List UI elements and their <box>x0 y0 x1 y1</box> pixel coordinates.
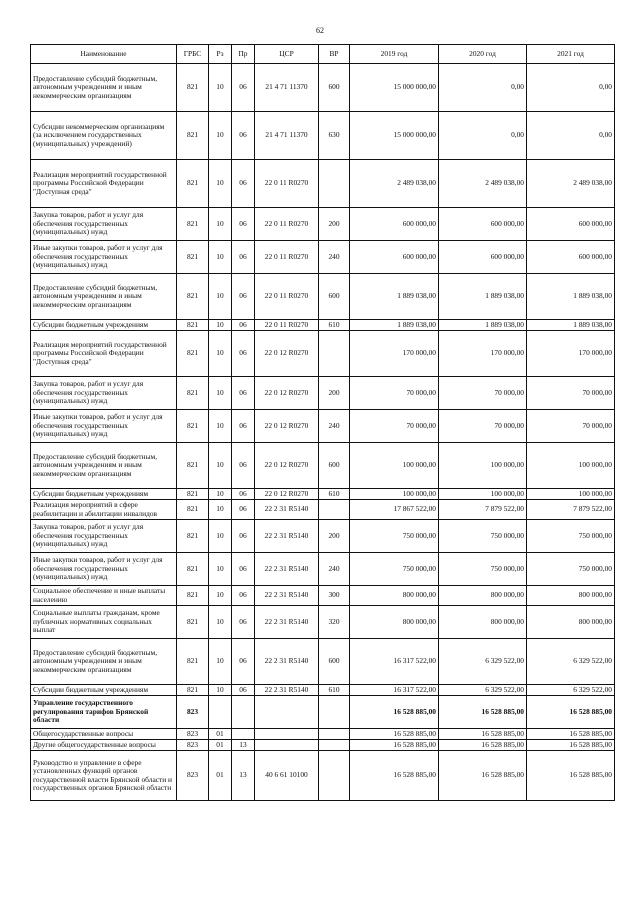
row-name-cell: Предоставление субсидий бюджетным, автономным учреждениям и иным некоммерческим организациям <box>31 274 177 320</box>
row-csr-cell <box>255 740 319 751</box>
row-2021-cell: 100 000,00 <box>527 443 615 489</box>
row-pr-cell <box>232 729 255 740</box>
row-rz-cell: 10 <box>209 112 232 160</box>
row-2020-cell: 6 329 522,00 <box>439 685 527 696</box>
table-row <box>31 241 615 274</box>
table-row <box>31 520 615 553</box>
row-name-cell: Предоставление субсидий бюджетным, автономным учреждениям и иным некоммерческим организациям <box>31 639 177 685</box>
row-2019-cell: 16 528 885,00 <box>350 729 439 740</box>
row-2021-cell: 2 489 038,00 <box>527 160 615 208</box>
row-2020-cell: 100 000,00 <box>439 443 527 489</box>
column-header-2020: 2020 год <box>439 45 527 64</box>
table-row <box>31 112 615 160</box>
row-rz-cell: 10 <box>209 377 232 410</box>
row-grbs-cell: 821 <box>177 331 209 377</box>
table-row <box>31 751 615 801</box>
row-pr-cell: 06 <box>232 489 255 500</box>
row-pr-cell <box>232 696 255 729</box>
row-2021-cell: 600 000,00 <box>527 208 615 241</box>
table-row <box>31 553 615 586</box>
row-2021-cell: 0,00 <box>527 64 615 112</box>
column-header-csr: ЦСР <box>255 45 319 64</box>
row-vr-cell: 610 <box>319 489 350 500</box>
row-vr-cell <box>319 751 350 801</box>
row-2020-cell: 16 528 885,00 <box>439 740 527 751</box>
row-csr-cell: 22 0 11 R0270 <box>255 320 319 331</box>
row-pr-cell: 06 <box>232 112 255 160</box>
row-pr-cell: 06 <box>232 443 255 489</box>
row-name-cell: Субсидии бюджетным учреждениям <box>31 489 177 500</box>
row-2020-cell: 16 528 885,00 <box>439 729 527 740</box>
row-pr-cell: 06 <box>232 606 255 639</box>
row-csr-cell <box>255 729 319 740</box>
row-2021-cell: 1 889 038,00 <box>527 320 615 331</box>
table-row <box>31 64 615 112</box>
row-name-cell: Субсидии бюджетным учреждениям <box>31 685 177 696</box>
table-row <box>31 377 615 410</box>
row-2019-cell: 70 000,00 <box>350 410 439 443</box>
row-pr-cell: 06 <box>232 586 255 606</box>
row-rz-cell: 01 <box>209 729 232 740</box>
row-2019-cell: 600 000,00 <box>350 241 439 274</box>
row-2021-cell: 0,00 <box>527 112 615 160</box>
row-2019-cell: 170 000,00 <box>350 331 439 377</box>
row-pr-cell: 06 <box>232 320 255 331</box>
row-name-cell: Руководство и управление в сфере установленных функций органов государственной власти Брянской области и государственных органов Брянской области <box>31 751 177 801</box>
row-2020-cell: 100 000,00 <box>439 489 527 500</box>
row-2021-cell: 170 000,00 <box>527 331 615 377</box>
row-rz-cell: 10 <box>209 331 232 377</box>
row-2019-cell: 70 000,00 <box>350 377 439 410</box>
row-pr-cell: 06 <box>232 64 255 112</box>
row-name-cell: Иные закупки товаров, работ и услуг для обеспечения государственных (муниципальных) нужд <box>31 553 177 586</box>
row-2019-cell: 1 889 038,00 <box>350 274 439 320</box>
row-pr-cell: 06 <box>232 377 255 410</box>
table-row <box>31 639 615 685</box>
table-row <box>31 500 615 520</box>
row-2020-cell: 70 000,00 <box>439 377 527 410</box>
row-vr-cell <box>319 696 350 729</box>
row-vr-cell <box>319 740 350 751</box>
row-csr-cell: 22 0 11 R0270 <box>255 208 319 241</box>
row-rz-cell: 10 <box>209 606 232 639</box>
row-vr-cell: 300 <box>319 586 350 606</box>
row-2020-cell: 7 879 522,00 <box>439 500 527 520</box>
row-csr-cell: 22 0 11 R0270 <box>255 160 319 208</box>
row-rz-cell: 10 <box>209 489 232 500</box>
row-name-cell: Закупка товаров, работ и услуг для обеспечения государственных (муниципальных) нужд <box>31 208 177 241</box>
row-name-cell: Другие общегосударственные вопросы <box>31 740 177 751</box>
row-rz-cell: 10 <box>209 685 232 696</box>
row-grbs-cell: 821 <box>177 639 209 685</box>
row-name-cell: Субсидии некоммерческим организациям (за исключением государственных (муниципальных) учреждений) <box>31 112 177 160</box>
row-grbs-cell: 821 <box>177 410 209 443</box>
row-pr-cell: 13 <box>232 740 255 751</box>
row-pr-cell: 06 <box>232 160 255 208</box>
row-vr-cell: 630 <box>319 112 350 160</box>
row-name-cell: Иные закупки товаров, работ и услуг для обеспечения государственных (муниципальных) нужд <box>31 241 177 274</box>
row-vr-cell: 200 <box>319 520 350 553</box>
row-name-cell: Социальное обеспечение и иные выплаты населению <box>31 586 177 606</box>
row-grbs-cell: 823 <box>177 729 209 740</box>
table-row <box>31 274 615 320</box>
row-2019-cell: 16 528 885,00 <box>350 696 439 729</box>
row-name-cell: Реализация мероприятий в сфере реабилитации и абилитации инвалидов <box>31 500 177 520</box>
row-rz-cell: 10 <box>209 586 232 606</box>
row-name-cell: Общегосударственные вопросы <box>31 729 177 740</box>
row-2019-cell: 2 489 038,00 <box>350 160 439 208</box>
row-2020-cell: 750 000,00 <box>439 553 527 586</box>
row-csr-cell <box>255 696 319 729</box>
row-vr-cell: 240 <box>319 241 350 274</box>
row-vr-cell <box>319 500 350 520</box>
row-grbs-cell: 821 <box>177 553 209 586</box>
row-2021-cell: 7 879 522,00 <box>527 500 615 520</box>
row-vr-cell: 200 <box>319 208 350 241</box>
table-row <box>31 443 615 489</box>
row-pr-cell: 06 <box>232 410 255 443</box>
row-vr-cell <box>319 331 350 377</box>
row-name-cell: Субсидии бюджетным учреждениям <box>31 320 177 331</box>
row-pr-cell: 06 <box>232 241 255 274</box>
row-grbs-cell: 821 <box>177 320 209 331</box>
row-name-cell: Иные закупки товаров, работ и услуг для обеспечения государственных (муниципальных) нужд <box>31 410 177 443</box>
row-2020-cell: 1 889 038,00 <box>439 274 527 320</box>
row-2019-cell: 750 000,00 <box>350 553 439 586</box>
row-2019-cell: 15 000 000,00 <box>350 64 439 112</box>
row-2021-cell: 100 000,00 <box>527 489 615 500</box>
row-rz-cell: 10 <box>209 160 232 208</box>
row-rz-cell: 10 <box>209 500 232 520</box>
row-vr-cell: 600 <box>319 64 350 112</box>
row-2021-cell: 70 000,00 <box>527 410 615 443</box>
row-2019-cell: 1 889 038,00 <box>350 320 439 331</box>
row-csr-cell: 22 2 31 R5140 <box>255 639 319 685</box>
row-name-cell: Реализация мероприятий государственной программы Российской Федерации "Доступная среда" <box>31 160 177 208</box>
row-2019-cell: 750 000,00 <box>350 520 439 553</box>
row-name-cell: Закупка товаров, работ и услуг для обеспечения государственных (муниципальных) нужд <box>31 377 177 410</box>
row-pr-cell: 06 <box>232 639 255 685</box>
row-name-cell: Предоставление субсидий бюджетным, автономным учреждениям и иным некоммерческим организациям <box>31 443 177 489</box>
row-2021-cell: 800 000,00 <box>527 586 615 606</box>
row-csr-cell: 21 4 71 11370 <box>255 64 319 112</box>
row-2021-cell: 16 528 885,00 <box>527 751 615 801</box>
row-csr-cell: 22 0 12 R0270 <box>255 331 319 377</box>
table-row <box>31 685 615 696</box>
row-vr-cell <box>319 160 350 208</box>
row-csr-cell: 22 0 12 R0270 <box>255 377 319 410</box>
row-vr-cell: 610 <box>319 320 350 331</box>
row-2021-cell: 70 000,00 <box>527 377 615 410</box>
row-rz-cell: 10 <box>209 208 232 241</box>
row-grbs-cell: 823 <box>177 751 209 801</box>
row-2020-cell: 1 889 038,00 <box>439 320 527 331</box>
row-2020-cell: 750 000,00 <box>439 520 527 553</box>
row-pr-cell: 06 <box>232 208 255 241</box>
row-2019-cell: 16 528 885,00 <box>350 751 439 801</box>
row-grbs-cell: 821 <box>177 489 209 500</box>
row-pr-cell: 06 <box>232 331 255 377</box>
row-pr-cell: 06 <box>232 274 255 320</box>
row-rz-cell: 10 <box>209 320 232 331</box>
row-grbs-cell: 821 <box>177 160 209 208</box>
row-grbs-cell: 821 <box>177 443 209 489</box>
table-header-row <box>31 45 615 64</box>
page-number: 62 <box>316 26 324 35</box>
row-grbs-cell: 821 <box>177 241 209 274</box>
row-rz-cell <box>209 696 232 729</box>
row-csr-cell: 21 4 71 11370 <box>255 112 319 160</box>
row-csr-cell: 22 2 31 R5140 <box>255 500 319 520</box>
row-2021-cell: 6 329 522,00 <box>527 639 615 685</box>
row-rz-cell: 10 <box>209 520 232 553</box>
row-name-cell: Реализация мероприятий государственной программы Российской Федерации "Доступная среда" <box>31 331 177 377</box>
row-2019-cell: 15 000 000,00 <box>350 112 439 160</box>
table-row <box>31 410 615 443</box>
table-row <box>31 740 615 751</box>
table-row <box>31 208 615 241</box>
row-csr-cell: 22 2 31 R5140 <box>255 586 319 606</box>
row-rz-cell: 10 <box>209 64 232 112</box>
row-vr-cell: 240 <box>319 410 350 443</box>
table-row <box>31 606 615 639</box>
table-row <box>31 489 615 500</box>
table-row <box>31 586 615 606</box>
table-row <box>31 160 615 208</box>
row-vr-cell: 600 <box>319 639 350 685</box>
row-2021-cell: 1 889 038,00 <box>527 274 615 320</box>
row-2020-cell: 2 489 038,00 <box>439 160 527 208</box>
row-grbs-cell: 821 <box>177 685 209 696</box>
row-rz-cell: 10 <box>209 443 232 489</box>
row-2021-cell: 6 329 522,00 <box>527 685 615 696</box>
row-rz-cell: 10 <box>209 553 232 586</box>
row-2019-cell: 17 867 522,00 <box>350 500 439 520</box>
row-2020-cell: 170 000,00 <box>439 331 527 377</box>
row-rz-cell: 10 <box>209 274 232 320</box>
row-csr-cell: 40 6 61 10100 <box>255 751 319 801</box>
row-2020-cell: 0,00 <box>439 64 527 112</box>
column-header-name: Наименование <box>31 45 177 64</box>
column-header-rz: Рз <box>209 45 232 64</box>
column-header-vr: ВР <box>319 45 350 64</box>
row-2020-cell: 6 329 522,00 <box>439 639 527 685</box>
row-name-cell: Предоставление субсидий бюджетным, автономным учреждениям и иным некоммерческим организациям <box>31 64 177 112</box>
row-csr-cell: 22 0 12 R0270 <box>255 443 319 489</box>
column-header-2019: 2019 год <box>350 45 439 64</box>
column-header-2021: 2021 год <box>527 45 615 64</box>
row-pr-cell: 06 <box>232 553 255 586</box>
row-vr-cell: 600 <box>319 274 350 320</box>
row-pr-cell: 06 <box>232 520 255 553</box>
row-2020-cell: 600 000,00 <box>439 241 527 274</box>
row-csr-cell: 22 2 31 R5140 <box>255 520 319 553</box>
row-rz-cell: 10 <box>209 410 232 443</box>
row-vr-cell: 320 <box>319 606 350 639</box>
row-2021-cell: 600 000,00 <box>527 241 615 274</box>
row-grbs-cell: 823 <box>177 740 209 751</box>
row-csr-cell: 22 0 11 R0270 <box>255 241 319 274</box>
row-csr-cell: 22 2 31 R5140 <box>255 606 319 639</box>
column-header-grbs: ГРБС <box>177 45 209 64</box>
row-2019-cell: 16 528 885,00 <box>350 740 439 751</box>
row-grbs-cell: 821 <box>177 112 209 160</box>
row-2020-cell: 70 000,00 <box>439 410 527 443</box>
row-name-cell: Управление государственного регулирования тарифов Брянской области <box>31 696 177 729</box>
row-2019-cell: 100 000,00 <box>350 443 439 489</box>
row-2019-cell: 16 317 522,00 <box>350 685 439 696</box>
row-2021-cell: 800 000,00 <box>527 606 615 639</box>
row-2021-cell: 16 528 885,00 <box>527 729 615 740</box>
row-2019-cell: 800 000,00 <box>350 586 439 606</box>
row-2019-cell: 600 000,00 <box>350 208 439 241</box>
row-csr-cell: 22 2 31 R5140 <box>255 553 319 586</box>
budget-table <box>30 44 615 801</box>
row-2019-cell: 800 000,00 <box>350 606 439 639</box>
row-2021-cell: 750 000,00 <box>527 520 615 553</box>
row-vr-cell: 600 <box>319 443 350 489</box>
row-grbs-cell: 823 <box>177 696 209 729</box>
row-rz-cell: 01 <box>209 751 232 801</box>
row-2020-cell: 600 000,00 <box>439 208 527 241</box>
row-grbs-cell: 821 <box>177 377 209 410</box>
row-vr-cell: 240 <box>319 553 350 586</box>
row-2020-cell: 800 000,00 <box>439 606 527 639</box>
row-grbs-cell: 821 <box>177 208 209 241</box>
row-grbs-cell: 821 <box>177 500 209 520</box>
row-rz-cell: 01 <box>209 740 232 751</box>
row-csr-cell: 22 0 12 R0270 <box>255 489 319 500</box>
row-2020-cell: 0,00 <box>439 112 527 160</box>
row-pr-cell: 13 <box>232 751 255 801</box>
row-grbs-cell: 821 <box>177 606 209 639</box>
row-csr-cell: 22 2 31 R5140 <box>255 685 319 696</box>
row-name-cell: Закупка товаров, работ и услуг для обеспечения государственных (муниципальных) нужд <box>31 520 177 553</box>
row-rz-cell: 10 <box>209 241 232 274</box>
row-2021-cell: 16 528 885,00 <box>527 696 615 729</box>
row-2020-cell: 16 528 885,00 <box>439 751 527 801</box>
row-csr-cell: 22 0 11 R0270 <box>255 274 319 320</box>
row-2021-cell: 16 528 885,00 <box>527 740 615 751</box>
row-2020-cell: 800 000,00 <box>439 586 527 606</box>
row-rz-cell: 10 <box>209 639 232 685</box>
row-pr-cell: 06 <box>232 685 255 696</box>
row-pr-cell: 06 <box>232 500 255 520</box>
row-vr-cell: 200 <box>319 377 350 410</box>
row-grbs-cell: 821 <box>177 274 209 320</box>
row-csr-cell: 22 0 12 R0270 <box>255 410 319 443</box>
table-row <box>31 729 615 740</box>
row-name-cell: Социальные выплаты гражданам, кроме публичных нормативных социальных выплат <box>31 606 177 639</box>
row-grbs-cell: 821 <box>177 64 209 112</box>
row-grbs-cell: 821 <box>177 520 209 553</box>
row-grbs-cell: 821 <box>177 586 209 606</box>
row-2020-cell: 16 528 885,00 <box>439 696 527 729</box>
table-row <box>31 331 615 377</box>
column-header-pr: Пр <box>232 45 255 64</box>
table-row <box>31 320 615 331</box>
row-vr-cell: 610 <box>319 685 350 696</box>
row-2019-cell: 100 000,00 <box>350 489 439 500</box>
row-vr-cell <box>319 729 350 740</box>
row-2021-cell: 750 000,00 <box>527 553 615 586</box>
table-row <box>31 696 615 729</box>
row-2019-cell: 16 317 522,00 <box>350 639 439 685</box>
